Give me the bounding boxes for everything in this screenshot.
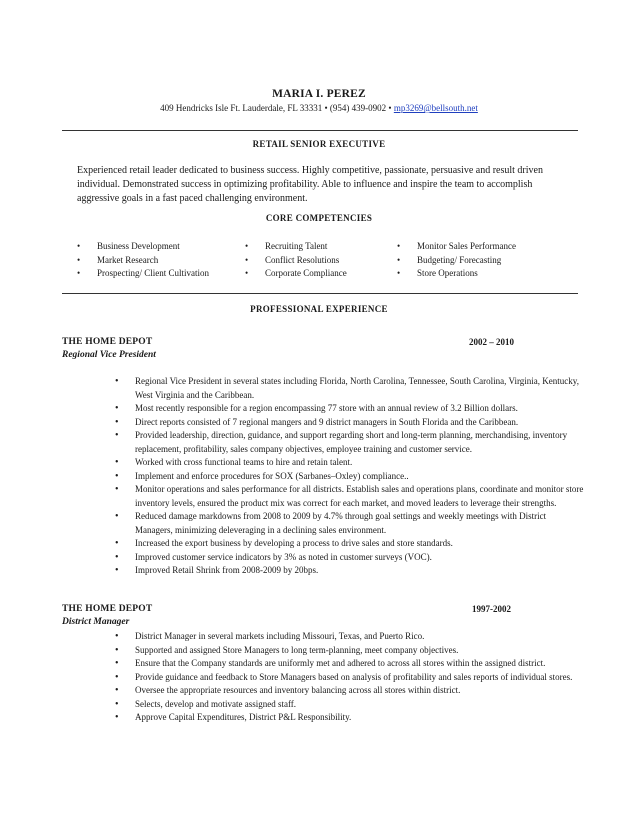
- list-item: • District Manager in several markets including Missouri, Texas, and Puerto Rico.: [115, 631, 425, 642]
- core-competencies-heading: CORE COMPETENCIES: [265, 213, 373, 223]
- competency-item: • Business Development: [77, 240, 209, 254]
- bullet-icon: •: [77, 268, 81, 278]
- bullet-icon: •: [245, 268, 249, 278]
- bullet-icon: •: [115, 416, 119, 428]
- competency-column: [245, 240, 347, 281]
- list-item: • Direct reports consisted of 7 regional mangers and 9 district managers in South Florida and the Caribbean.: [115, 416, 519, 428]
- list-item: • Approve Capital Expenditures, District P&L Responsibility.: [115, 712, 352, 723]
- bullet-icon: •: [115, 551, 119, 563]
- bullet-icon: •: [245, 254, 249, 265]
- bullet-icon: •: [77, 241, 81, 251]
- separator-dot: •: [388, 103, 392, 113]
- job-bullets: [115, 375, 585, 578]
- competency-item: • Recruiting Talent: [245, 240, 347, 254]
- professional-title: RETAIL SENIOR EXECUTIVE: [252, 139, 386, 149]
- bullet-icon: •: [397, 254, 401, 265]
- bullet-icon: •: [115, 631, 119, 642]
- bullet-icon: •: [245, 241, 249, 251]
- job-role: Regional Vice President: [62, 350, 156, 360]
- list-item: • Worked with cross functional teams to hire and retain talent.: [115, 457, 353, 468]
- email-link[interactable]: mp3269@bellsouth.net: [393, 103, 478, 113]
- list-item: • Provide guidance and feedback to Store Managers based on analysis of profitability and sales reports of individual stores.: [115, 671, 573, 683]
- list-item: • Provided leadership, direction, guidance, and support regarding short and long-term planning, merchandising, inventory replacement, profitability, sales company objectives, employee training and customer service.: [115, 430, 568, 454]
- divider-rule: [62, 130, 578, 131]
- bullet-icon: •: [115, 484, 119, 495]
- list-item: • Most recently responsible for a region encompassing 77 store with an annual review of 3.2 Billion dollars.: [115, 403, 518, 414]
- candidate-name: MARIA I. PEREZ: [272, 88, 366, 100]
- competency-item: • Corporate Compliance: [245, 267, 347, 281]
- job-dates: 2002 – 2010: [469, 337, 514, 347]
- competency-item: • Budgeting/ Forecasting: [397, 254, 516, 268]
- divider-rule: [62, 293, 578, 294]
- job-bullets: [115, 630, 585, 725]
- bullet-icon: •: [115, 712, 119, 723]
- list-item: • Ensure that the Company standards are uniformly met and adhered to across all stores within the assigned district.: [115, 658, 546, 669]
- competency-item: • Market Research: [77, 254, 209, 268]
- job-role: District Manager: [62, 617, 130, 627]
- list-item: • Regional Vice President in several states including Florida, North Carolina, Tennessee, South Carolina, Virginia, Kentucky, West Virginia and the Caribbean.: [115, 376, 579, 400]
- list-item: • Increased the export business by developing a process to drive sales and store standards.: [115, 538, 453, 549]
- competency-item: • Conflict Resolutions: [245, 254, 347, 268]
- contact-line: [0, 103, 638, 113]
- bullet-icon: •: [115, 671, 119, 683]
- company-name: THE HOME DEPOT: [62, 604, 153, 614]
- bullet-icon: •: [115, 538, 119, 549]
- bullet-icon: •: [77, 254, 81, 265]
- bullet-icon: •: [397, 241, 401, 251]
- list-item: • Implement and enforce procedures for SOX (Sarbanes–Oxley) compliance..: [115, 470, 409, 482]
- separator-dot: •: [324, 103, 328, 113]
- bullet-icon: •: [397, 268, 401, 278]
- competency-item: • Store Operations: [397, 267, 516, 281]
- bullet-icon: •: [115, 470, 119, 482]
- bullet-icon: •: [115, 685, 119, 696]
- competency-item: • Monitor Sales Performance: [397, 240, 516, 254]
- address: 409 Hendricks Isle Ft. Lauderdale, FL 33331: [160, 103, 323, 113]
- bullet-icon: •: [115, 430, 119, 441]
- list-item: • Oversee the appropriate resources and inventory balancing across all stores within district.: [115, 685, 461, 696]
- bullet-icon: •: [115, 511, 119, 522]
- list-item: • Reduced damage markdowns from 2008 to 2009 by 4.7% through goal settings and weekly meetings with District Managers, minimizing deleveraging in a declining sales environment.: [115, 511, 547, 535]
- experience-heading: PROFESSIONAL EXPERIENCE: [250, 304, 388, 314]
- list-item: • Selects, develop and motivate assigned staff.: [115, 698, 297, 710]
- list-item: • Monitor operations and sales performance for all districts. Establish sales and operations plans, coordinate and monitor store inventory levels, ensured the product mix was correct for each market, and moved leaders to leverage their strengths.: [115, 484, 584, 508]
- bullet-icon: •: [115, 403, 119, 414]
- bullet-icon: •: [115, 644, 119, 656]
- bullet-icon: •: [115, 457, 119, 468]
- competency-item: • Prospecting/ Client Cultivation: [77, 267, 209, 281]
- list-item: • Supported and assigned Store Managers to long term-planning, meet company objectives.: [115, 644, 459, 656]
- bullet-icon: •: [115, 565, 119, 576]
- list-item: • Improved customer service indicators by 3% as noted in customer surveys (VOC).: [115, 551, 432, 563]
- phone: (954) 439-0902: [329, 103, 387, 113]
- list-item: • Improved Retail Shrink from 2008-2009 by 20bps.: [115, 565, 319, 576]
- competency-column: [77, 240, 209, 281]
- company-name: THE HOME DEPOT: [62, 337, 153, 347]
- bullet-icon: •: [115, 658, 119, 669]
- job-dates: 1997-2002: [472, 604, 511, 614]
- competency-column: [397, 240, 516, 281]
- bullet-icon: •: [115, 698, 119, 710]
- summary-paragraph: Experienced retail leader dedicated to business success. Highly competitive, passionate, persuasive and result driven individual. Demonstrated success in optimizing profitability. Able to influence and inspire the team to accomplish aggressive goals in a fast paced challenging environment.: [77, 165, 543, 204]
- bullet-icon: •: [115, 376, 119, 387]
